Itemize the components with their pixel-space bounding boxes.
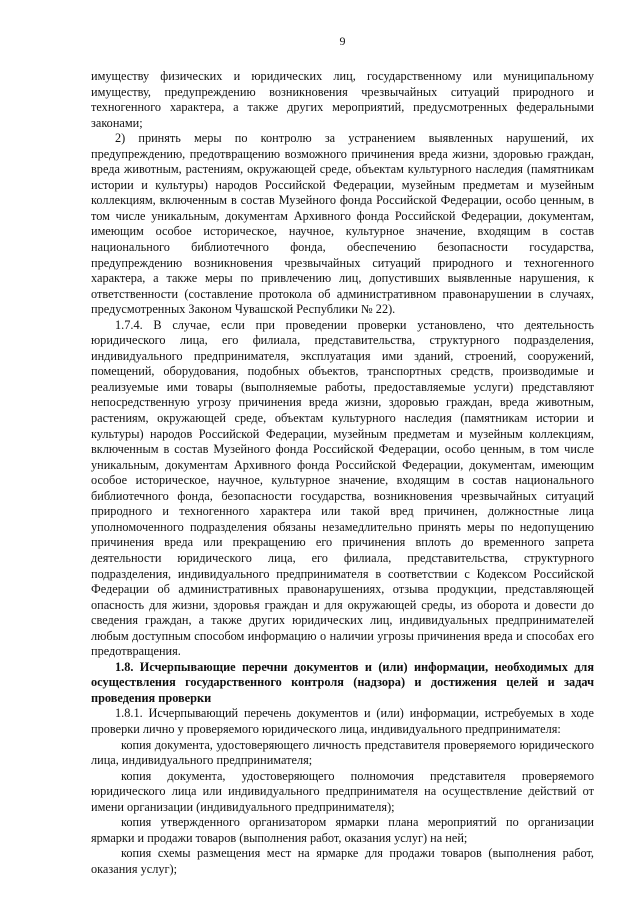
paragraph-continuation: имуществу физических и юридических лиц, государственному или муниципальному имуществу, предупреждению возникновения чрезвычайных ситуаций природного и техногенного характера, а также других мероприятий, предусмотренных федеральными законами; bbox=[91, 69, 594, 130]
paragraph-1-7-4: 1.7.4. В случае, если при проведении проверки установлено, что деятельность юридического лица, его филиала, представительства, структурного подразделения, индивидуального предпринимателя, эксплуатация ими зданий, строений, сооружений, помещений, оборудования, подобных объектов, транспортных средств, производимые и реализуемые ими товары (выполняемые работы, предоставляемые услуги) представляют непосредственную угрозу причинения вреда жизни, здоровью граждан, вреда животным, растениям, окружающей среде, объектам культурного наследия (памятникам истории и культуры) народов Российской Федерации, музейным предметам и музейным коллекциям, включенным в состав Музейного фонда Российской Федерации, особо ценным, в том числе уникальным, документам Архивного фонда Российской Федерации, документам, имеющим особое историческое, научное, культурное значение, входящим в состав национального библиотечного фонда, безопасности государства, возникновения чрезвычайных ситуаций природного и техногенного характера или такой вред причинен, должностные лица уполномоченного подразделения обязаны незамедлительно принять меры по недопущению причинения вреда или прекращению его причинения вплоть до временного запрета деятельности юридического лица, его филиала, представительства, структурного подразделения, индивидуального предпринимателя в соответствии с Кодексом Российской Федерации об административных правонарушениях, отзыва продукции, представляющей опасность для жизни, здоровья граждан и для окружающей среды, из оборота и довести до сведения граждан, а также других юридических лиц, индивидуальных предпринимателей любым доступным способом информацию о наличии угрозы причинения вреда и способах его предотвращения. bbox=[91, 317, 594, 659]
list-item-identity-document: копия документа, удостоверяющего личность представителя проверяемого юридического лица, индивидуального предпринимателя; bbox=[91, 737, 594, 768]
list-item-fair-plan: копия утвержденного организатором ярмарки плана мероприятий по организации ярмарки и продажи товаров (выполнения работ, оказания услуг) на ней; bbox=[91, 815, 594, 845]
page-number: 9 bbox=[339, 34, 346, 48]
paragraph-1-8-1: 1.8.1. Исчерпывающий перечень документов и (или) информации, истребуемых в ходе проверки лично у проверяемого юридического лица, индивидуального предпринимателя: bbox=[91, 706, 594, 736]
list-item-placement-scheme: копия схемы размещения мест на ярмарке для продажи товаров (выполнения работ, оказания услуг); bbox=[91, 846, 594, 876]
paragraph-measures: 2) принять меры по контролю за устранением выявленных нарушений, их предупреждению, предотвращению возможного причинения вреда жизни, здоровью граждан, вреда животным, растениям, окружающей среде, объектам культурного наследия (памятникам истории и культуры) народов Российской Федерации, музейным предметам и музейным коллекциям, включенным в состав Музейного фонда Российской Федерации, особо ценным, в том числе уникальным, документам Архивного фонда Российской Федерации, документам, имеющим особое историческое, научное, культурное значение, входящим в состав национального библиотечного фонда, обеспечению безопасности государства, предупреждению возникновения чрезвычайных ситуаций природного и техногенного характера, а также меры по привлечению лиц, допустивших выявленные нарушения, к ответственности (составление протокола об административном правонарушении в случаях, предусмотренных Законом Чувашской Республики № 22). bbox=[91, 131, 594, 317]
section-heading-1-8: 1.8. Исчерпывающие перечни документов и (или) информации, необходимых для осуществления государственного контроля (надзора) и достижения целей и задач проведения проверки bbox=[91, 659, 594, 705]
list-item-authority-document: копия документа, удостоверяющего полномочия представителя проверяемого юридического лица или индивидуального предпринимателя на осуществление действий от имени организации (индивидуального предпринимателя); bbox=[91, 768, 594, 814]
